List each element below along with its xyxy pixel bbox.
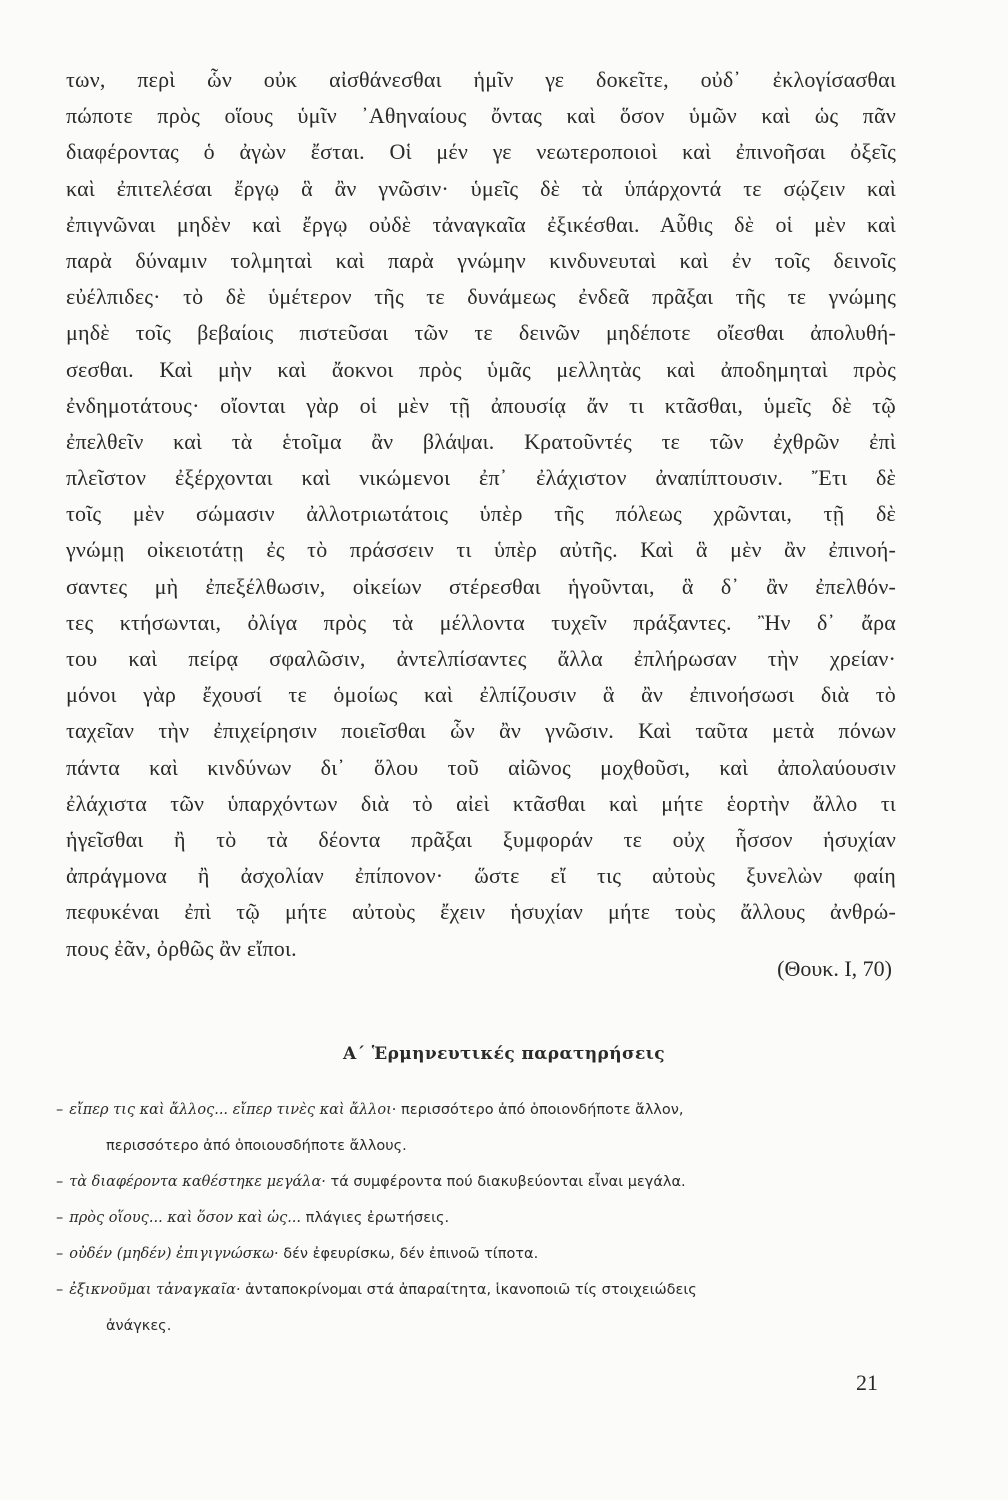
- text-line: παρὰ δύναμιν τολμηταὶ καὶ παρὰ γνώμην κινδυνευταὶ καὶ ἐν τοῖς δεινοῖς: [66, 247, 896, 273]
- note-text: περισσότερο ἀπό ὁποιονδήποτε ἄλλον,: [401, 1102, 684, 1118]
- text-line: σεσθαι. Καὶ μὴν καὶ ἄοκνοι πρὸς ὑμᾶς μελλητὰς καὶ ἀποδημηταὶ πρὸς: [66, 356, 896, 382]
- note-item: [56, 1280, 896, 1336]
- text-line: διαφέροντας ὁ ἀγὼν ἔσται. Οἱ μέν γε νεωτεροποιοὶ καὶ ἐπινοῆσαι ὀξεῖς: [66, 139, 896, 165]
- text-line: πάντα καὶ κινδύνων δι᾿ ὅλου τοῦ αἰῶνος μοχθοῦσι, καὶ ἀπολαύουσιν: [66, 754, 896, 780]
- text-line: των, περὶ ὧν οὐκ αἰσθάνεσθαι ἡμῖν γε δοκεῖτε, οὐδ᾿ ἐκλογίσασθαι: [66, 67, 896, 92]
- text-line: πώποτε πρὸς οἵους ὑμῖν ᾿Αθηναίους ὄντας καὶ ὅσον ὑμῶν καὶ ὡς πᾶν: [66, 103, 896, 129]
- note-item: [56, 1100, 896, 1156]
- note-text: πλάγιες ἐρωτήσεις.: [305, 1210, 450, 1226]
- note-continuation: περισσότερο ἀπό ὁποιουσδήποτε ἄλλους.: [106, 1138, 407, 1154]
- text-line: ἐπιγνῶναι μηδὲν καὶ ἔργῳ οὐδὲ τἀναγκαῖα ἐξικέσθαι. Αὖθις δὲ οἱ μὲν καὶ: [66, 211, 896, 237]
- note-term: τὰ διαφέροντα καθέστηκε μεγάλα·: [69, 1174, 326, 1190]
- note-dash: –: [56, 1174, 64, 1190]
- text-line: πεφυκέναι ἐπὶ τῷ μήτε αὐτοὺς ἔχειν ἡσυχίαν μήτε τοὺς ἄλλους ἀνθρώ-: [66, 899, 896, 925]
- text-line: εὐέλπιδες· τὸ δὲ ὑμέτερον τῆς τε δυνάμεως ἐνδεᾶ πρᾶξαι τῆς τε γνώμης: [66, 284, 896, 310]
- note-text: ἀνταποκρίνομαι στά ἀπαραίτητα, ἱκανοποιῶ τίς στοιχειώδεις: [245, 1282, 697, 1298]
- note-term: πρὸς οἵους... καὶ ὅσον καὶ ὡς...: [69, 1210, 302, 1226]
- text-line: ἀπράγμονα ἢ ἀσχολίαν ἐπίπονον· ὥστε εἴ τις αὐτοὺς ξυνελὼν φαίη: [66, 863, 896, 889]
- note-text: τά συμφέροντα πού διακυβεύονται εἶναι μεγάλα.: [330, 1174, 686, 1190]
- text-line: ἐλάχιστα τῶν ὑπαρχόντων διὰ τὸ αἰεὶ κτᾶσθαι καὶ μήτε ἑορτὴν ἄλλο τι: [66, 790, 896, 816]
- text-line: πλεῖστον ἐξέρχονται καὶ νικώμενοι ἐπ᾿ ἐλάχιστον ἀναπίπτουσιν. Ἔτι δὲ: [66, 465, 896, 491]
- note-dash: –: [56, 1246, 64, 1262]
- text-line: καὶ ἐπιτελέσαι ἔργῳ ἃ ἂν γνῶσιν· ὑμεῖς δὲ τὰ ὑπάρχοντά τε σῴζειν καὶ: [66, 175, 896, 201]
- text-line: μόνοι γὰρ ἔχουσί τε ὁμοίως καὶ ἐλπίζουσιν ἃ ἂν ἐπινοήσωσι διὰ τὸ: [66, 682, 896, 708]
- text-line: ἐνδημοτάτους· οἴονται γὰρ οἱ μὲν τῇ ἀπουσίᾳ ἄν τι κτᾶσθαι, ὑμεῖς δὲ τῷ: [66, 392, 896, 418]
- page-number: 21: [856, 1370, 878, 1395]
- text-line: ἐπελθεῖν καὶ τὰ ἑτοῖμα ἂν βλάψαι. Κρατοῦντές τε τῶν ἐχθρῶν ἐπὶ: [66, 428, 896, 454]
- text-line: ταχεῖαν τὴν ἐπιχείρησιν ποιεῖσθαι ὧν ἂν γνῶσιν. Καὶ ταῦτα μετὰ πόνων: [66, 718, 896, 744]
- text-line: πους ἐᾶν, ὀρθῶς ἂν εἴποι.: [66, 935, 297, 961]
- text-line: σαντες μὴ ἐπεξέλθωσιν, οἰκείων στέρεσθαι ἡγοῦνται, ἃ δ᾿ ἂν ἐπελθόν-: [66, 573, 896, 599]
- section-heading: Α΄ Ἑρμηνευτικές παρατηρήσεις: [342, 1044, 666, 1064]
- notes-list: [56, 1100, 896, 1352]
- note-item: [56, 1244, 896, 1264]
- note-item: [56, 1208, 896, 1228]
- note-term: εἴπερ τις καὶ ἄλλος... εἴπερ τινὲς καὶ ἄλλοι·: [69, 1102, 397, 1118]
- greek-text-body: [66, 62, 896, 967]
- note-dash: –: [56, 1102, 64, 1118]
- note-text: δέν ἐφευρίσκω, δέν ἐπινοῶ τίποτα.: [283, 1246, 539, 1262]
- text-line: του καὶ πείρᾳ σφαλῶσιν, ἀντελπίσαντες ἄλλα ἐπλήρωσαν τὴν χρείαν·: [66, 646, 896, 671]
- note-term: οὐδέν (μηδέν) ἐπιγιγνώσκω·: [69, 1246, 279, 1262]
- note-dash: –: [56, 1282, 64, 1298]
- note-dash: –: [56, 1210, 64, 1226]
- note-continuation: ἀνάγκες.: [106, 1318, 172, 1334]
- text-line: τες κτήσωνται, ὀλίγα πρὸς τὰ μέλλοντα τυχεῖν πράξαντες. Ἢν δ᾿ ἄρα: [66, 609, 896, 635]
- text-line: τοῖς μὲν σώμασιν ἀλλοτριωτάτοις ὑπὲρ τῆς πόλεως χρῶνται, τῇ δὲ: [66, 501, 896, 527]
- citation: (Θουκ. Ι, 70): [777, 956, 892, 981]
- note-term: ἐξικνοῦμαι τἀναγκαῖα·: [69, 1282, 241, 1298]
- text-line: μηδὲ τοῖς βεβαίοις πιστεῦσαι τῶν τε δεινῶν μηδέποτε οἴεσθαι ἀπολυθή-: [66, 320, 896, 346]
- text-line: γνώμῃ οἰκειοτάτῃ ἐς τὸ πράσσειν τι ὑπὲρ αὐτῆς. Καὶ ἃ μὲν ἂν ἐπινοή-: [66, 537, 896, 563]
- text-line: ἡγεῖσθαι ἢ τὸ τὰ δέοντα πρᾶξαι ξυμφοράν τε οὐχ ἧσσον ἡσυχίαν: [66, 826, 896, 852]
- note-item: [56, 1172, 896, 1192]
